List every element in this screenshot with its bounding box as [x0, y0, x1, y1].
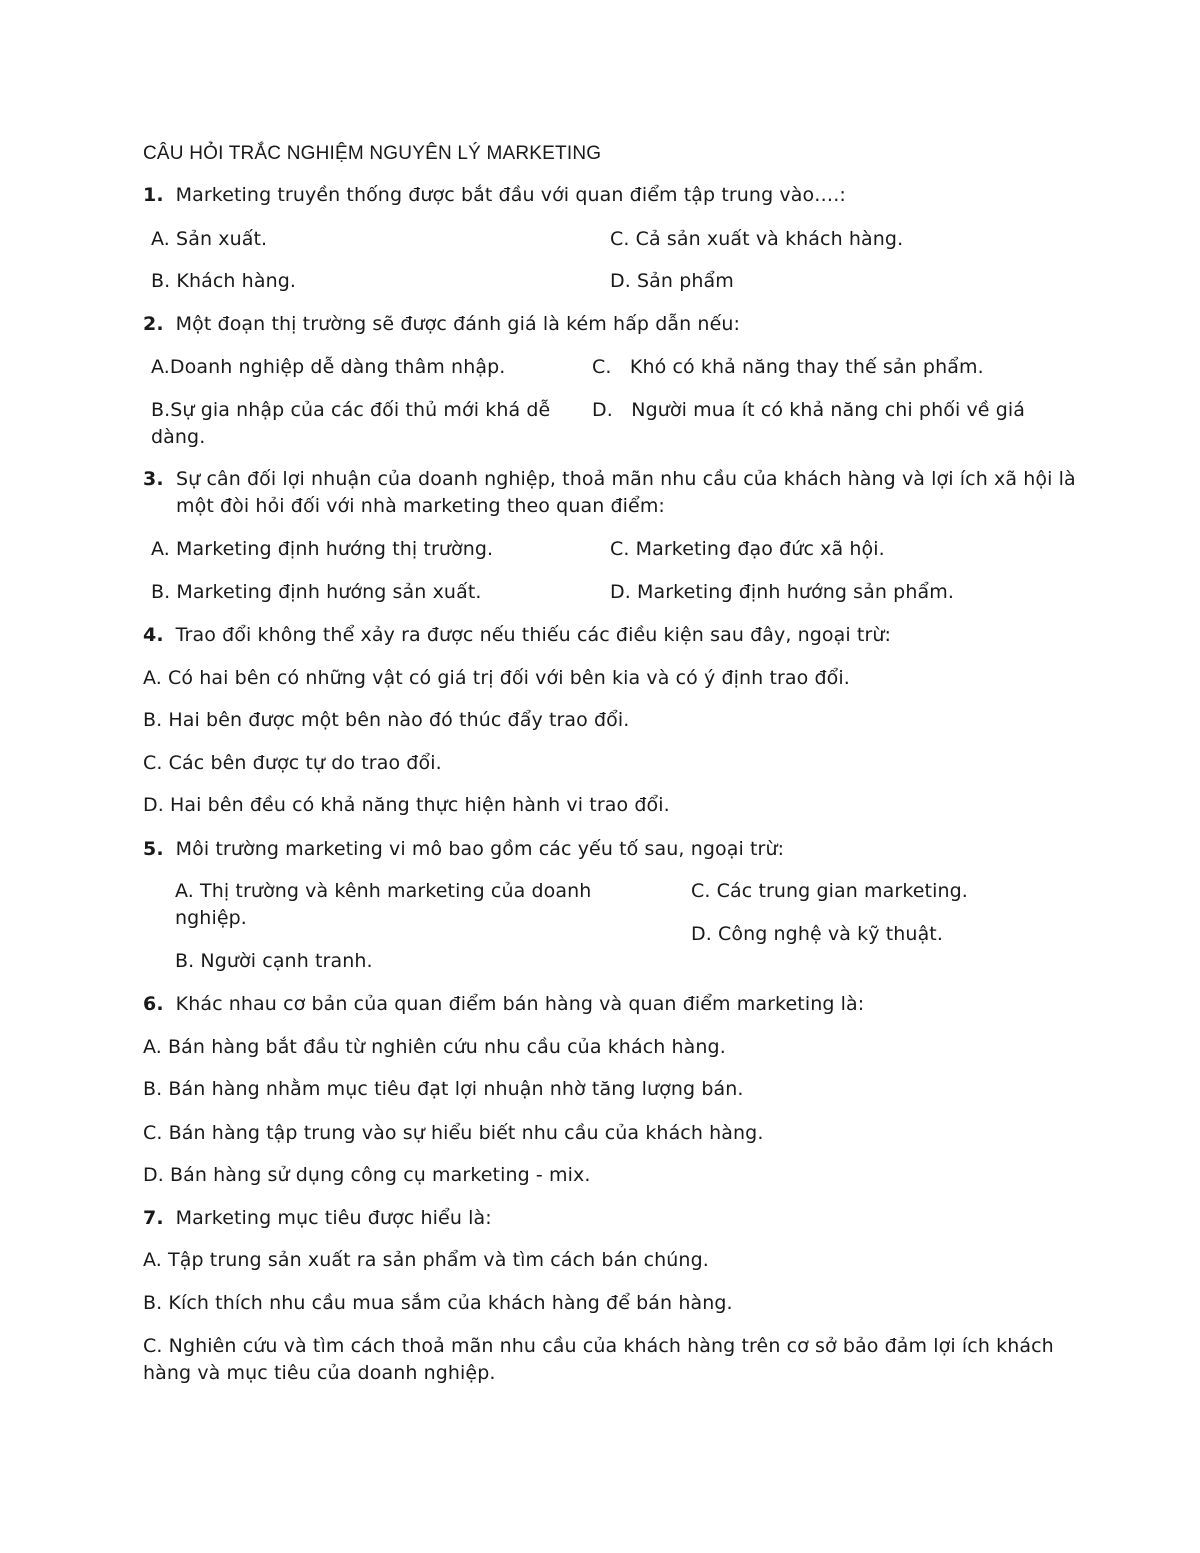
q7-option-a: A. Tập trung sản xuất ra sản phẩm và tìm cách bán chúng. [143, 1249, 709, 1271]
q2-option-a: A.Doanh nghiệp dễ dàng thâm nhập. [151, 356, 506, 378]
q6-option-d: D. Bán hàng sử dụng công cụ marketing - mix. [143, 1164, 591, 1186]
question-number: 3. [143, 468, 164, 490]
question-number: 2. [143, 313, 164, 335]
q5-option-a: A. Thị trường và kênh marketing của doanh nghiệp. [175, 880, 592, 929]
q6-option-c: C. Bán hàng tập trung vào sự hiểu biết nhu cầu của khách hàng. [143, 1122, 764, 1144]
q2-option-c: C. Khó có khả năng thay thế sản phẩm. [592, 356, 984, 378]
question-text: Marketing mục tiêu được hiểu là: [175, 1207, 492, 1229]
question-number: 1. [143, 184, 164, 206]
q6-option-b: B. Bán hàng nhằm mục tiêu đạt lợi nhuận nhờ tăng lượng bán. [143, 1078, 744, 1100]
q3-option-a: A. Marketing định hướng thị trường. [151, 538, 494, 560]
q7-option-b: B. Kích thích nhu cầu mua sắm của khách hàng để bán hàng. [143, 1292, 733, 1314]
question-text: Marketing truyền thống được bắt đầu với quan điểm tập trung vào….: [175, 184, 846, 206]
question-6 [143, 991, 864, 1018]
q5-option-d: D. Công nghệ và kỹ thuật. [691, 923, 943, 945]
question-text: Một đoạn thị trường sẽ được đánh giá là kém hấp dẫn nếu: [175, 313, 740, 335]
question-5 [143, 836, 784, 863]
q4-option-b: B. Hai bên được một bên nào đó thúc đẩy trao đổi. [143, 709, 630, 731]
question-number: 5. [143, 838, 164, 860]
q2-option-d: D. Người mua ít có khả năng chi phối về giá [592, 399, 1026, 421]
q2-option-b: B.Sự gia nhập của các đối thủ mới khá dễ dàng. [151, 399, 551, 448]
question-text: Sự cân đối lợi nhuận của doanh nghiệp, thoả mãn nhu cầu của khách hàng và lợi ích xã hội là một đòi hỏi đối với nhà marketing theo quan điểm: [176, 468, 1076, 517]
question-text: Trao đổi không thể xảy ra được nếu thiếu các điều kiện sau đây, ngoại trừ: [175, 624, 892, 646]
document-title: CÂU HỎI TRẮC NGHIỆM NGUYÊN LÝ MARKETING [143, 143, 602, 164]
q5-option-b: B. Người cạnh tranh. [175, 950, 373, 972]
question-number: 7. [143, 1207, 164, 1229]
question-text: Khác nhau cơ bản của quan điểm bán hàng và quan điểm marketing là: [175, 993, 865, 1015]
q1-option-d: D. Sản phẩm [610, 270, 734, 292]
question-7 [143, 1205, 492, 1232]
q3-option-c: C. Marketing đạo đức xã hội. [610, 538, 885, 560]
q4-option-c: C. Các bên được tự do trao đổi. [143, 752, 442, 774]
q1-option-b: B. Khách hàng. [151, 270, 297, 292]
question-number: 6. [143, 993, 164, 1015]
question-3 [143, 466, 1096, 520]
question-number: 4. [143, 624, 164, 646]
question-1 [143, 182, 846, 209]
q5-option-c: C. Các trung gian marketing. [691, 880, 968, 902]
question-text: Môi trường marketing vi mô bao gồm các yếu tố sau, ngoại trừ: [175, 838, 785, 860]
q6-option-a: A. Bán hàng bắt đầu từ nghiên cứu nhu cầu của khách hàng. [143, 1036, 726, 1058]
q1-option-a: A. Sản xuất. [151, 228, 268, 250]
q4-option-d: D. Hai bên đều có khả năng thực hiện hành vi trao đổi. [143, 794, 670, 816]
q1-option-c: C. Cả sản xuất và khách hàng. [610, 228, 904, 250]
q4-option-a: A. Có hai bên có những vật có giá trị đối với bên kia và có ý định trao đổi. [143, 667, 850, 689]
question-2 [143, 311, 740, 338]
question-4 [143, 622, 891, 649]
q3-option-d: D. Marketing định hướng sản phẩm. [610, 581, 954, 603]
q3-option-b: B. Marketing định hướng sản xuất. [151, 581, 482, 603]
q7-option-c: C. Nghiên cứu và tìm cách thoả mãn nhu cầu của khách hàng trên cơ sở bảo đảm lợi ích khách hàng và mục tiêu của doanh nghiệp. [143, 1335, 1054, 1384]
